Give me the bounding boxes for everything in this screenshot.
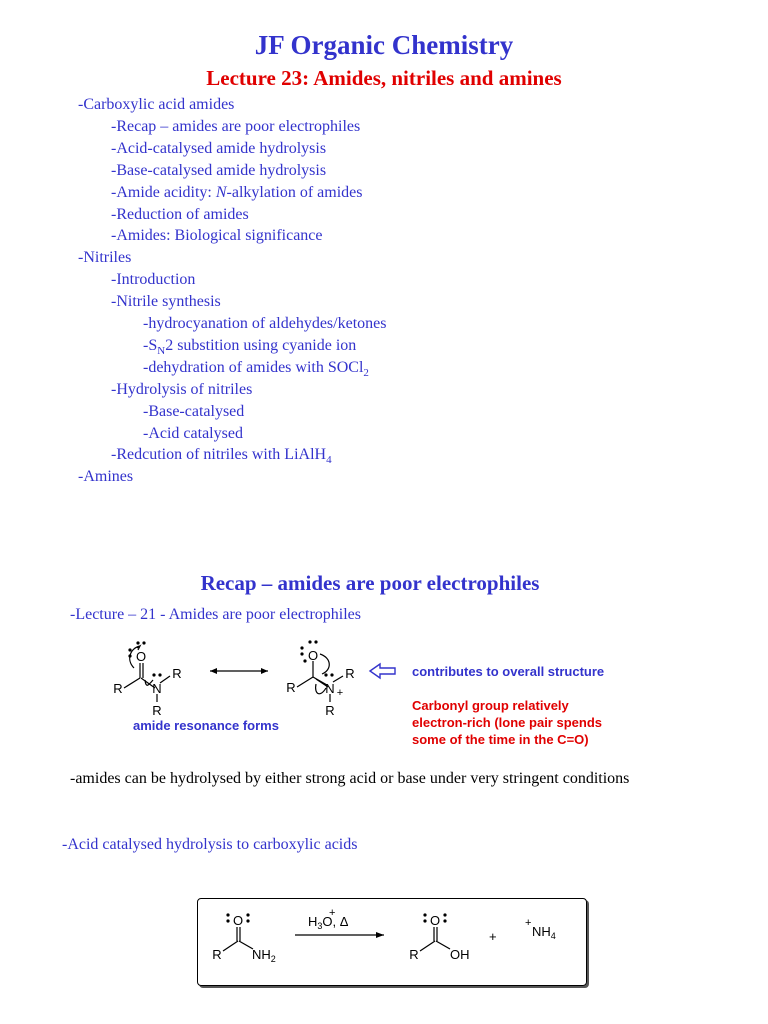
nitrogen-label: N xyxy=(152,681,162,696)
outline-item xyxy=(143,357,369,379)
r-group-label: R xyxy=(113,681,123,696)
outline-item xyxy=(111,444,332,466)
nh4-label: $NH_4$ xyxy=(532,924,556,941)
outline-item: -Introduction xyxy=(111,271,196,289)
outline-item: -Base-catalysed xyxy=(143,402,245,420)
lecture-reference: -Lecture – 21 - Amides are poor electrophiles xyxy=(70,606,361,623)
r-group-label: R xyxy=(345,666,355,681)
acid-product xyxy=(409,913,469,962)
reaction-arrow xyxy=(295,907,384,938)
reagent-label: $H_3O$, Δ xyxy=(308,914,349,931)
pointer-arrow-icon xyxy=(370,664,395,678)
contributes-note: contributes to overall structure xyxy=(412,664,605,679)
oh-label: OH xyxy=(450,947,470,962)
outline-item-subscript: 4 xyxy=(326,454,332,467)
outline-item: -Nitrile synthesis xyxy=(111,293,221,311)
resonance-form-zwitterion xyxy=(286,640,354,718)
outline-item-text: -Redcution of nitriles with LiAlH xyxy=(111,446,327,464)
outline-item: -Acid catalysed xyxy=(143,424,243,442)
ammonium-charge: + xyxy=(525,917,532,929)
lecture-title: Lecture 23: Amides, nitriles and amines xyxy=(206,66,562,90)
outline-item: -Recap – amides are poor electrophiles xyxy=(111,117,361,135)
carbonyl-note-line: some of the time in the C=O) xyxy=(412,732,589,747)
resonance-arrow xyxy=(210,668,268,674)
outline-item-subscript: N xyxy=(157,345,166,358)
oxygen-label: O xyxy=(429,913,441,928)
outline-item: -Nitriles xyxy=(78,249,132,267)
outline-item-italic: N xyxy=(215,183,227,201)
ammonium-product xyxy=(525,917,556,941)
resonance-label: amide resonance forms xyxy=(133,718,279,733)
outline-item-text: -S xyxy=(143,336,158,354)
outline-item-text: -dehydration of amides with SOCl xyxy=(143,358,364,376)
outline-item-text: 2 substition using cyanide ion xyxy=(165,336,357,354)
outline-item xyxy=(111,182,363,204)
outline-item: -Reduction of amides xyxy=(111,205,249,223)
recap-title: Recap – amides are poor electrophiles xyxy=(200,571,540,595)
carbonyl-note-line: Carbonyl group relatively xyxy=(412,698,569,713)
outline-item: -Carboxylic acid amides xyxy=(78,96,235,113)
outline-item: -Hydrolysis of nitriles xyxy=(111,380,253,398)
plus-sign: + xyxy=(489,929,497,944)
r-group-label: R xyxy=(152,703,162,718)
outline-item-subscript: 2 xyxy=(363,366,369,379)
acid-hydrolysis-title: -Acid catalysed hydrolysis to carboxylic acids xyxy=(62,836,358,853)
resonance-form-neutral xyxy=(113,641,181,718)
outline-item-text: -alkylation of amides xyxy=(226,183,363,201)
outline-item: -hydrocyanation of aldehydes/ketones xyxy=(143,315,387,332)
nitrogen-label: N xyxy=(325,681,335,696)
outline-item xyxy=(143,335,356,357)
oxygen-label: O xyxy=(232,913,244,928)
acid-hydrolysis-reaction xyxy=(198,899,586,985)
reagent-charge: + xyxy=(329,907,336,919)
carbonyl-note xyxy=(412,697,602,748)
nh2-label: $NH_2$ xyxy=(252,947,276,964)
outline-item: -Base-catalysed amide hydrolysis xyxy=(111,161,327,179)
r-group-label: R xyxy=(212,947,222,962)
hydrolysis-statement: -amides can be hydrolysed by either strong acid or base under very stringent conditions xyxy=(70,770,630,787)
outline-item: -Acid-catalysed amide hydrolysis xyxy=(111,139,327,157)
r-group-label: R xyxy=(172,666,182,681)
r-group-label: R xyxy=(409,947,419,962)
carbonyl-note-line: electron-rich (lone pair spends xyxy=(412,715,602,730)
page-title: JF Organic Chemistry xyxy=(254,30,514,60)
outline-item-text: -Amide acidity: xyxy=(111,183,216,201)
oxygen-label: O xyxy=(135,649,147,664)
positive-charge: + xyxy=(336,687,344,699)
acid-hydrolysis-scheme xyxy=(197,898,587,986)
outline-item: -Amines xyxy=(78,468,134,486)
outline-item: -Amides: Biological significance xyxy=(111,227,323,245)
r-group-label: R xyxy=(325,703,335,718)
oxygen-label: O xyxy=(307,648,319,663)
r-group-label: R xyxy=(286,680,296,695)
amide-reactant xyxy=(212,913,275,964)
